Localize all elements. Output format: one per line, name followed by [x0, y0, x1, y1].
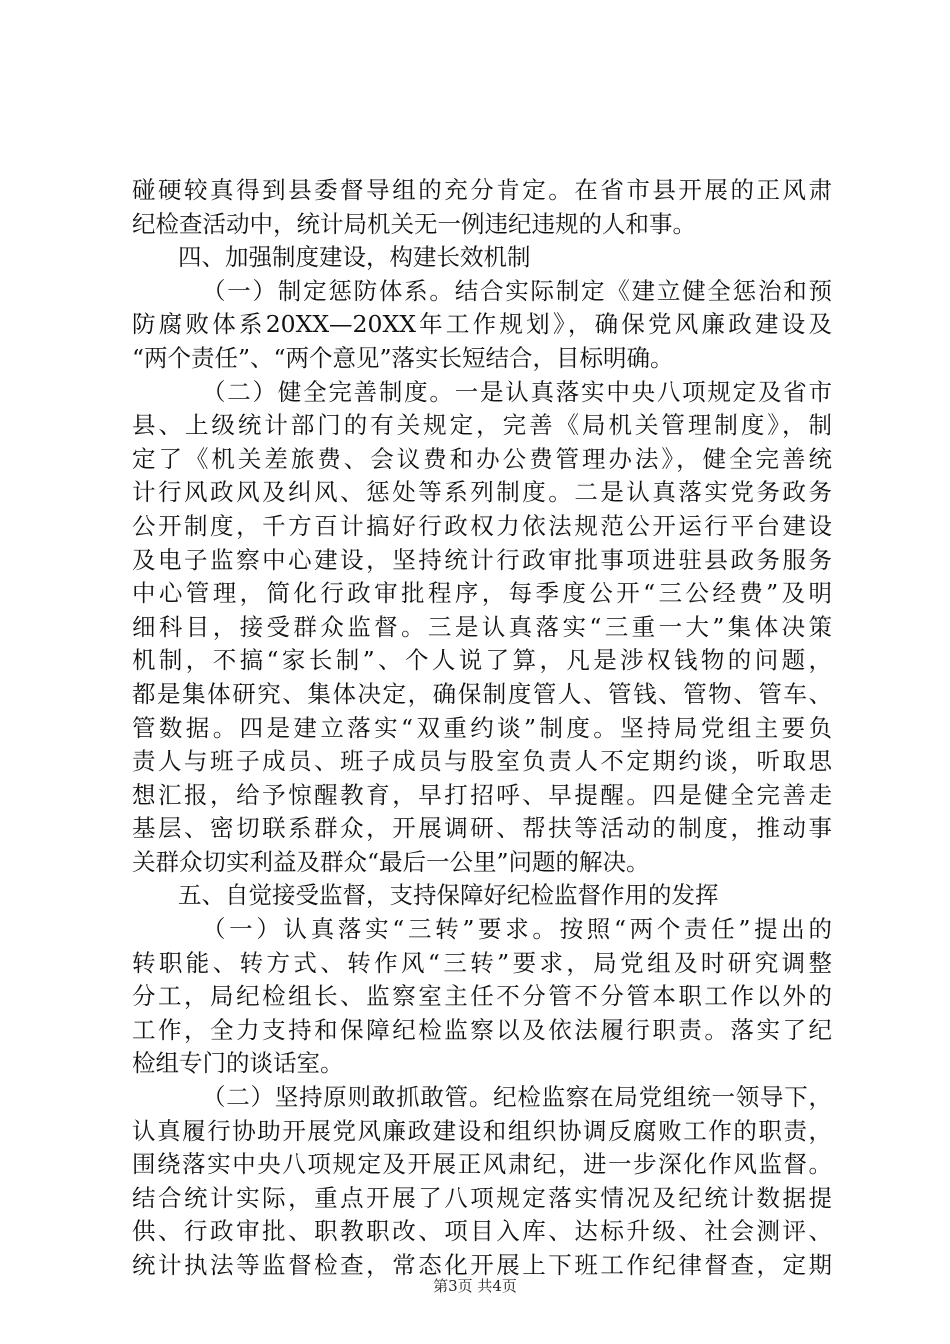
- text-line: 责人与班子成员、班子成员与股室负责人不定期约谈，听取思: [132, 747, 832, 776]
- text-line: 关群众切实利益及群众“最后一公里”问题的解决。: [132, 847, 650, 876]
- text-line: 转职能、转方式、转作风“三转”要求，局党组及时研究调整: [132, 948, 832, 977]
- text-line: 基层、密切联系群众，开展调研、帮扶等活动的制度，推动事: [132, 814, 832, 843]
- text-line: 防腐败体系20XX—20XX年工作规划》，确保党风廉政建设及: [132, 310, 832, 339]
- text-line: 定了《机关差旅费、会议费和办公费管理办法》，健全完善统: [132, 444, 832, 473]
- text-line: 公开制度，千方百计搞好行政权力依法规范公开运行平台建设: [132, 511, 832, 540]
- text-line: 工作，全力支持和保障纪检监察以及依法履行职责。落实了纪: [132, 1015, 832, 1044]
- text-line: 检组专门的谈话室。: [132, 1049, 344, 1078]
- text-line: 统计执法等监督检查，常态化开展上下班工作纪律督查，定期: [132, 1251, 832, 1279]
- text-line: 细科目，接受群众监督。三是认真落实“三重一大”集体决策: [132, 612, 832, 641]
- text-line: （一）制定惩防体系。结合实际制定《建立健全惩治和预: [202, 276, 832, 305]
- text-line: 分工，局纪检组长、监察室主任不分管不分管本职工作以外的: [132, 982, 832, 1011]
- document-body: [132, 174, 832, 1283]
- text-line: 中心管理，简化行政审批程序，每季度公开“三公经费”及明: [132, 579, 832, 608]
- text-line: 供、行政审批、职教职改、项目入库、达标升级、社会测评、: [132, 1217, 832, 1246]
- section-heading: 五、自觉接受监督，支持保障好纪检监督作用的发挥: [178, 881, 719, 910]
- text-line: 纪检查活动中，统计局机关无一例违纪违规的人和事。: [132, 209, 696, 238]
- text-line: 计行风政风及纠风、惩处等系列制度。二是认真落实党务政务: [132, 478, 832, 507]
- text-line: 认真履行协助开展党风廉政建设和组织协调反腐败工作的职责，: [132, 1116, 832, 1145]
- text-line: （二）健全完善制度。一是认真落实中央八项规定及省市: [202, 377, 832, 406]
- section-heading: 四、加强制度建设，构建长效机制: [178, 243, 531, 272]
- text-line: 结合统计实际，重点开展了八项规定落实情况及纪统计数据提: [132, 1183, 832, 1212]
- text-line: 想汇报，给予惊醒教育，早打招呼、早提醒。四是健全完善走: [132, 780, 832, 809]
- text-line: 围绕落实中央八项规定及开展正风肃纪，进一步深化作风监督。: [132, 1150, 832, 1179]
- text-line: 都是集体研究、集体决定，确保制度管人、管钱、管物、管车、: [132, 679, 832, 708]
- text-line: 机制，不搞“家长制”、个人说了算，凡是涉权钱物的问题，: [132, 646, 832, 675]
- text-line: 管数据。四是建立落实“双重约谈”制度。坚持局党组主要负: [132, 713, 832, 742]
- text-line: “两个责任”、“两个意见”落实长短结合，目标明确。: [132, 343, 674, 372]
- text-line: （一）认真落实“三转”要求。按照“两个责任”提出的: [202, 915, 832, 944]
- text-line: 及电子监察中心建设，坚持统计行政审批事项进驻县政务服务: [132, 545, 832, 574]
- text-line: （二）坚持原则敢抓敢管。纪检监察在局党组统一领导下，: [202, 1083, 832, 1112]
- text-line: 县、上级统计部门的有关规定，完善《局机关管理制度》，制: [132, 411, 832, 440]
- text-line: 碰硬较真得到县委督导组的充分肯定。在省市县开展的正风肃: [132, 176, 832, 204]
- page-footer: 第3页 共4页: [433, 1277, 517, 1295]
